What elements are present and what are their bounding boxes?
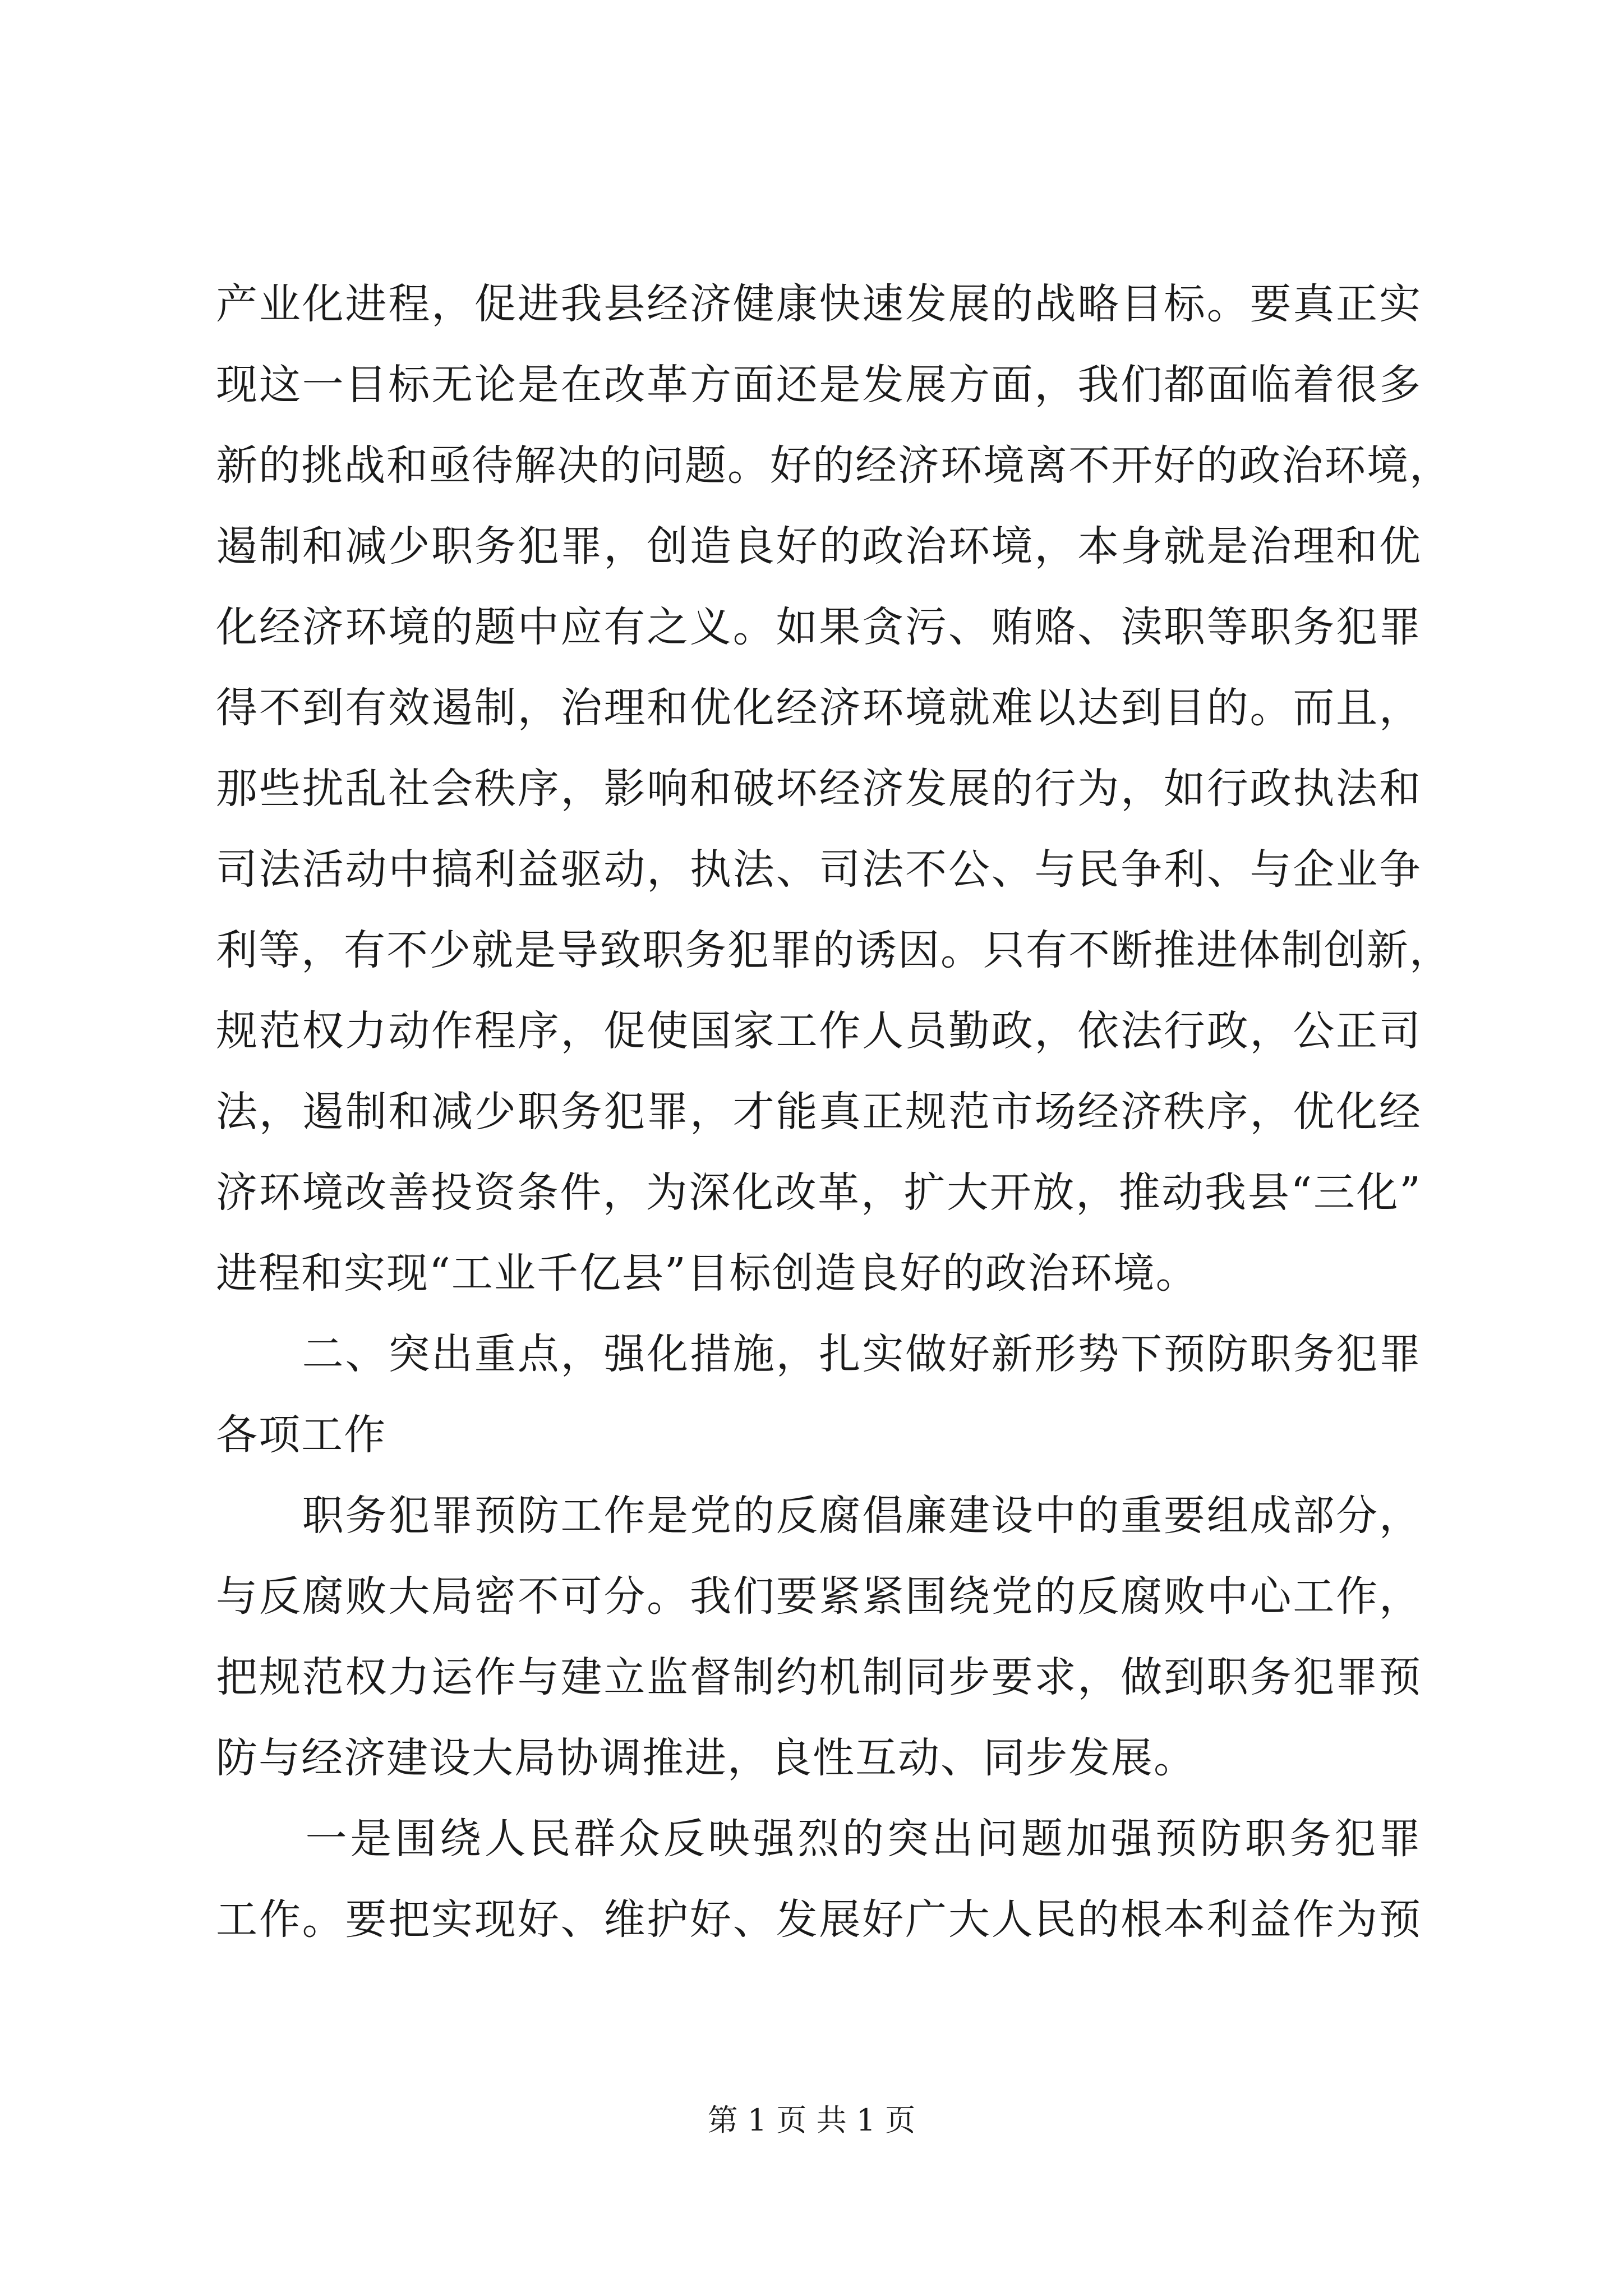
text-line: 规范权力动作程序，促使国家工作人员勤政，依法行政，公正司 — [216, 1007, 1422, 1055]
text-line: 现这一目标无论是在改革方面还是发展方面，我们都面临着很多 — [216, 361, 1422, 409]
text-line: 与反腐败大局密不可分。我们要紧紧围绕党的反腐败中心工作， — [216, 1572, 1422, 1621]
page-footer: 第 1 页 共 1 页 — [707, 2102, 916, 2138]
text-line: 遏制和减少职务犯罪，创造良好的政治环境，本身就是治理和优 — [216, 522, 1422, 570]
text-line: 产业化进程，促进我县经济健康快速发展的战略目标。要真正实 — [216, 280, 1422, 328]
text-line: 利等，有不少就是导致职务犯罪的诱因。只有不断推进体制创新， — [216, 926, 1452, 974]
text-line: 工作。要把实现好、维护好、发展好广大人民的根本利益作为预 — [216, 1895, 1422, 1944]
text-line: 职务犯罪预防工作是党的反腐倡廉建设中的重要组成部分， — [216, 1492, 1422, 1540]
text-line: 得不到有效遏制，治理和优化经济环境就难以达到目的。而且， — [216, 684, 1422, 732]
text-line: 防与经济建设大局协调推进，良性互动、同步发展。 — [216, 1734, 1196, 1782]
text-line: 新的挑战和亟待解决的问题。好的经济环境离不开好的政治环境， — [216, 441, 1452, 490]
text-line: 二、突出重点，强化措施，扎实做好新形势下预防职务犯罪 — [216, 1330, 1422, 1378]
text-line: 济环境改善投资条件，为深化改革，扩大开放，推动我县“三化” — [216, 1168, 1422, 1217]
text-line: 化经济环境的题中应有之义。如果贪污、贿赂、渎职等职务犯罪 — [216, 603, 1422, 651]
text-line: 各项工作 — [216, 1411, 386, 1459]
document-body — [216, 264, 1452, 1960]
text-line: 司法活动中搞利益驱动，执法、司法不公、与民争利、与企业争 — [216, 845, 1422, 894]
text-line: 法，遏制和减少职务犯罪，才能真正规范市场经济秩序，优化经 — [216, 1088, 1422, 1136]
text-line: 那些扰乱社会秩序，影响和破坏经济发展的行为，如行政执法和 — [216, 765, 1422, 813]
text-line: 进程和实现“工业千亿县”目标创造良好的政治环境。 — [216, 1249, 1198, 1297]
text-line: 一是围绕人民群众反映强烈的突出问题加强预防职务犯罪 — [216, 1815, 1422, 1863]
text-line: 把规范权力运作与建立监督制约机制同步要求，做到职务犯罪预 — [216, 1653, 1422, 1701]
